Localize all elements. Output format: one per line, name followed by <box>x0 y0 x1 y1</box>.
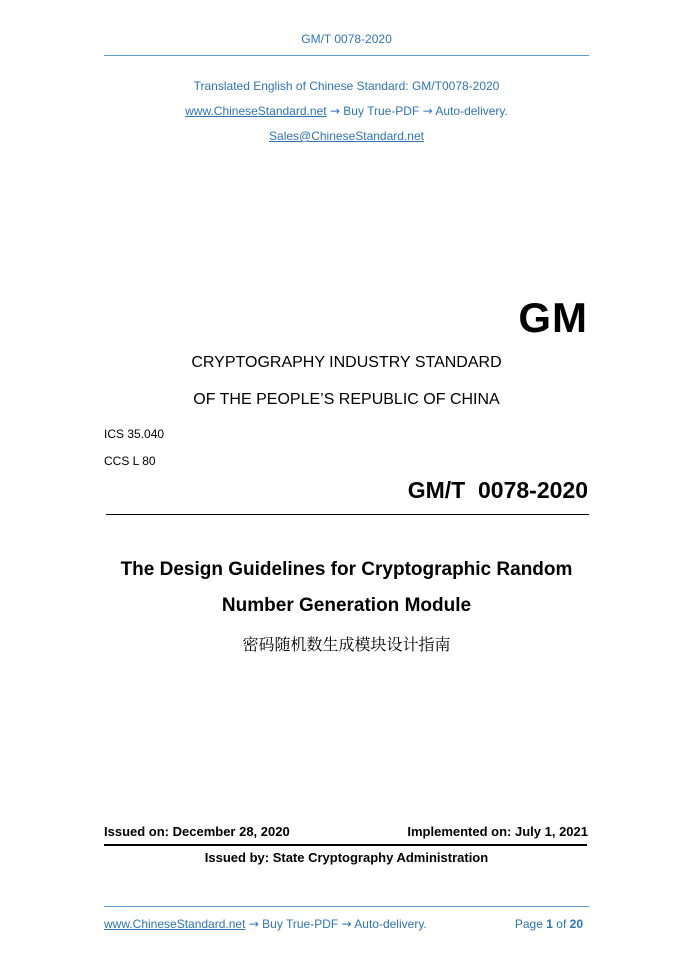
ics-code: ICS 35.040 <box>104 427 165 441</box>
english-title-line1: The Design Guidelines for Cryptographic Random <box>120 559 573 580</box>
buy-true-pdf-text: Buy True-PDF <box>343 104 420 118</box>
gm-logo: GM <box>518 294 588 341</box>
issued-by: Issued by: State Cryptography Administration <box>204 850 489 865</box>
arrow-right-icon: → <box>248 917 259 931</box>
page-total: 20 <box>569 917 583 931</box>
email-row <box>0 129 693 143</box>
arrow-right-icon: → <box>341 917 352 931</box>
site-link[interactable]: www.ChineseStandard.net <box>185 104 327 118</box>
footer-site-link[interactable]: www.ChineseStandard.net <box>104 917 246 931</box>
promo-line: Translated English of Chinese Standard: GM/T0078-2020 <box>193 79 500 93</box>
auto-delivery-text: Auto-delivery. <box>435 104 508 118</box>
footer-links-row <box>104 917 427 931</box>
of-word: of <box>556 917 567 931</box>
standard-number: GM/T 0078-2020 <box>407 477 588 503</box>
header-divider <box>104 55 589 56</box>
page-word: Page <box>514 917 543 931</box>
footer-divider <box>104 906 589 907</box>
promo-links-row <box>0 104 693 118</box>
arrow-right-icon: → <box>329 104 340 118</box>
industry-title-line2: OF THE PEOPLE’S REPUBLIC OF CHINA <box>193 391 500 408</box>
arrow-right-icon: → <box>422 104 433 118</box>
running-header: GM/T 0078-2020 <box>301 32 392 46</box>
sales-email-link[interactable]: Sales@ChineseStandard.net <box>269 129 424 143</box>
chinese-title: 密码随机数生成模块设计指南 <box>242 635 451 654</box>
dates-divider <box>104 844 587 846</box>
title-divider <box>106 514 589 515</box>
industry-title-line1: CRYPTOGRAPHY INDUSTRY STANDARD <box>191 354 502 371</box>
page-indicator <box>515 917 583 931</box>
footer-buy-text: Buy True-PDF <box>262 917 339 931</box>
ccs-code: CCS L 80 <box>104 454 156 468</box>
implemented-on-date: Implemented on: July 1, 2021 <box>407 824 588 839</box>
english-title-line2: Number Generation Module <box>221 595 472 616</box>
page-number: 1 <box>546 917 553 931</box>
issued-on-date: Issued on: December 28, 2020 <box>104 824 290 839</box>
footer-delivery-text: Auto-delivery. <box>354 917 427 931</box>
